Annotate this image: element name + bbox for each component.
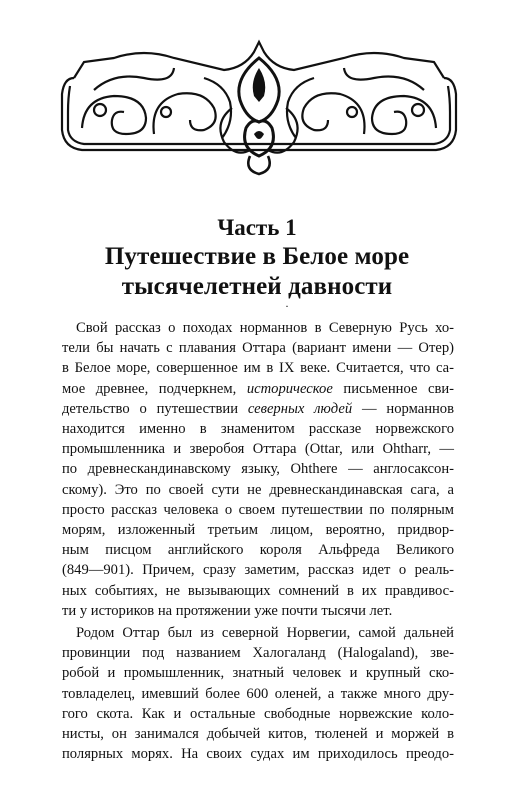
text-line: робой и промышленник, знатный человек и крупный ско- bbox=[62, 665, 454, 682]
text-line: Свой рассказ о походах норманнов в Северную Русь хо- bbox=[76, 320, 454, 336]
chapter-heading bbox=[40, 214, 474, 302]
text-line: морям, изложенный третьим лицом, вероятно, придвор- bbox=[62, 522, 454, 539]
paragraph-1 bbox=[62, 318, 454, 621]
text-line: скому). Это по своей сути не древнескандинавская сага, а bbox=[62, 481, 454, 498]
emphasis: историческое bbox=[246, 380, 333, 397]
text-line: ных событиях, не вызывающих сомнений в их правдивос- bbox=[62, 582, 454, 599]
text-line: в Белое море, совершенное им в IX веке. Считается, что са- bbox=[62, 360, 454, 377]
text-line: нисты, он занимался добычей китов, тюленей и моржей в bbox=[62, 726, 454, 743]
print-speck: · bbox=[285, 299, 289, 313]
text-line: ным писцом английского короля Альфреда Великого bbox=[62, 542, 454, 559]
text-line: находится именно в знаменитом рассказе норвежского bbox=[62, 421, 454, 438]
text-line: мое древнее, подчеркнем, историческое письменное сви- bbox=[62, 380, 455, 397]
text-line: гого скота. Как и остальные свободные норвежские коло- bbox=[62, 705, 454, 722]
text-line: ти у историков на протяжении уже почти тысячи лет. bbox=[62, 602, 393, 619]
emphasis: северных людей bbox=[247, 400, 353, 417]
text-line: промышленника и зверобоя Оттара (Ottar, или Ohtharr, — bbox=[62, 441, 454, 458]
text-line: детельство о путешествии северных людей — норманнов bbox=[62, 400, 454, 417]
paragraph-2 bbox=[62, 623, 454, 764]
text-line: (849—901). Причем, сразу заметим, рассказ идет о реаль- bbox=[62, 562, 454, 579]
text-line: товладелец, имевший более 600 оленей, а также много дру- bbox=[62, 685, 454, 702]
body-text bbox=[62, 318, 454, 764]
text-line: тели бы начать с плавания Оттара (вариант имени — Отер) bbox=[62, 340, 454, 357]
part-label: Часть 1 bbox=[217, 215, 297, 240]
chapter-title-line-2: тысячелетней давности bbox=[121, 273, 393, 300]
text-line: по древнескандинавскому языку, Ohthere — англосаксон- bbox=[62, 461, 454, 478]
chapter-title-line-1: Путешествие в Белое море bbox=[104, 243, 410, 270]
text-line: просто рассказ человека о своем путешествии по полярным bbox=[62, 501, 454, 518]
text-line: полярных морях. На своих судах им приходилось преодо- bbox=[62, 746, 454, 763]
text-line: Родом Оттар был из северной Норвегии, самой дальней bbox=[76, 625, 454, 642]
text-line: провинции под названием Халогаланд (Halogaland), зве- bbox=[62, 645, 454, 662]
celtic-knot-ornament-icon bbox=[54, 38, 464, 178]
